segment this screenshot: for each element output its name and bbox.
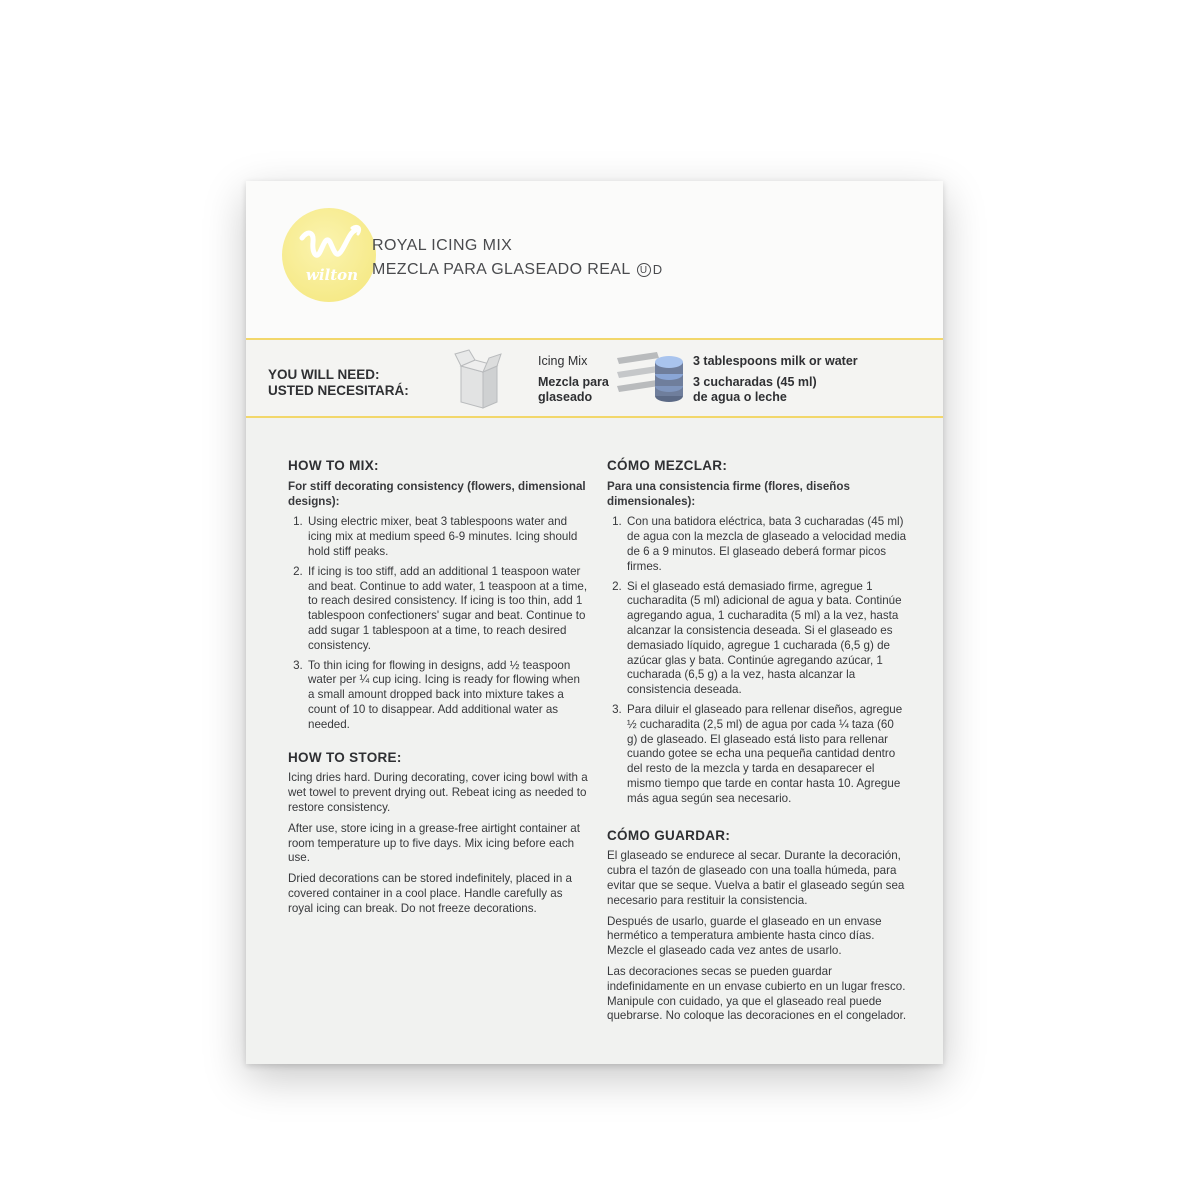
como-mezclar-heading: CÓMO MEZCLAR: xyxy=(607,458,728,473)
kosher-dairy-mark: D xyxy=(652,262,663,278)
list-item: 1. Con una batidora eléctrica, bata 3 cucharadas (45 ml) de agua con la mezcla de glaseado a velocidad media de 6 a 9 minutos. El glaseado deberá formar picos firmes. xyxy=(625,515,907,574)
como-guardar-section xyxy=(607,829,907,1025)
icing-mix-box-icon xyxy=(453,348,503,410)
you-will-need-band xyxy=(246,340,943,418)
header-band xyxy=(246,181,943,340)
list-item: 3. Para diluir el glaseado para rellenar diseños, agregue ½ cucharadita (2,5 ml) de agua por cada ¼ taza (60 g) de glaseado. El glaseado está listo para rellenar cuando gotee se echa una pequeña cantidad dentro del resto de la mezcla y tarda en desaparecer el mismo tiempo que tarde en contar hasta 10. Agregue más agua según sea necesario. xyxy=(625,703,907,807)
list-item: 2. Si el glaseado está demasiado firme, agregue 1 cucharadita (5 ml) adicional de agua y bata. Continúe agregando agua, 1 cucharadita (5 ml) a la vez, hasta alcanzar la consistencia deseada. Si el glaseado es demasiado líquido, agregue 1 cucharada (6,5 g) de azúcar glas y bata. Continúe agregando azúcar, 1 cucharada (6,5 g) a la vez, hasta alcanzar la consistencia deseada. xyxy=(625,580,907,698)
english-instructions xyxy=(288,459,588,923)
you-will-need-en: YOU WILL NEED: xyxy=(268,367,380,382)
como-mezclar-subheading: Para una consistencia firme (flores, diseños dimensionales): xyxy=(607,479,850,508)
you-will-need-label xyxy=(268,367,409,399)
need-milk-water xyxy=(693,354,858,405)
paragraph: Dried decorations can be stored indefinitely, placed in a covered container in a cool place. Handle carefully as royal icing can break. Do not freeze decorations. xyxy=(288,872,573,915)
list-item: 2. If icing is too stiff, add an additional 1 teaspoon water and beat. Continue to add water, 1 teaspoon at a time, to reach desired consistency. If icing is too thin, add 1 tablespoon confectioners' sugar and beat. Continue to add sugar 1 tablespoon at a time, to reach desired consistency. xyxy=(306,565,588,654)
product-title-es xyxy=(372,261,662,279)
mix-steps-en xyxy=(288,515,588,732)
paragraph: Las decoraciones secas se pueden guardar indefinidamente en un envase cubierto en un lugar fresco. Manipule con cuidado, ya que el glaseado real puede quebrarse. No coloque las decoraciones en el congelador. xyxy=(607,964,907,1023)
need-item1-es: Mezcla para glaseado xyxy=(538,375,609,404)
logo-wordmark: wilton xyxy=(305,266,359,284)
list-item: 3. To thin icing for flowing in designs, add ½ teaspoon water per ¼ cup icing. Icing is ready for flowing when a small amount dropped back into mixture takes a count of 10 to disappear. Add additional water as needed. xyxy=(306,659,588,733)
paragraph: Después de usarlo, guarde el glaseado en un envase hermético a temperatura ambiente hasta cinco días. Mezcle el glaseado cada vez antes de usarlo. xyxy=(607,914,882,958)
paragraph: Icing dries hard. During decorating, cover icing bowl with a wet towel to prevent drying out. Rebeat icing as needed to restore consistency. xyxy=(288,771,588,814)
list-item: 1. Using electric mixer, beat 3 tablespoons water and icing mix at medium speed 6-9 minutes. Icing should hold stiff peaks. xyxy=(306,515,588,559)
need-item2-es: 3 cucharadas (45 ml) de agua o leche xyxy=(693,375,817,404)
how-to-store-section xyxy=(288,751,588,917)
how-to-mix-heading: HOW TO MIX: xyxy=(288,458,379,473)
wilton-logo xyxy=(282,208,376,302)
need-item2-en: 3 tablespoons milk or water xyxy=(693,354,858,368)
paragraph: After use, store icing in a grease-free airtight container at room temperature up to five days. Mix icing before each use. xyxy=(288,821,580,865)
need-icing-mix xyxy=(538,354,616,405)
product-title-es-text: MEZCLA PARA GLASEADO REAL xyxy=(372,261,631,278)
spanish-instructions xyxy=(607,459,907,1030)
w-script-icon xyxy=(282,208,376,302)
package-back-panel xyxy=(246,181,943,1064)
how-to-mix-subheading: For stiff decorating consistency (flowers, dimensional designs): xyxy=(288,479,586,508)
you-will-need-es: USTED NECESITARÁ: xyxy=(268,383,409,398)
need-item1-en: Icing Mix xyxy=(538,354,588,368)
mix-steps-es xyxy=(607,515,907,806)
paragraph: El glaseado se endurece al secar. Durante la decoración, cubra el tazón de glaseado con una toalla húmeda, para evitar que se seque. Vuelva a batir el glaseado según sea necesario para restituir la consistencia. xyxy=(607,849,905,907)
kosher-symbol-icon: U xyxy=(637,263,651,277)
tablespoons-icon xyxy=(613,350,689,410)
como-guardar-heading: CÓMO GUARDAR: xyxy=(607,827,731,843)
how-to-store-heading: HOW TO STORE: xyxy=(288,749,402,765)
product-title-en: ROYAL ICING MIX xyxy=(372,237,513,254)
